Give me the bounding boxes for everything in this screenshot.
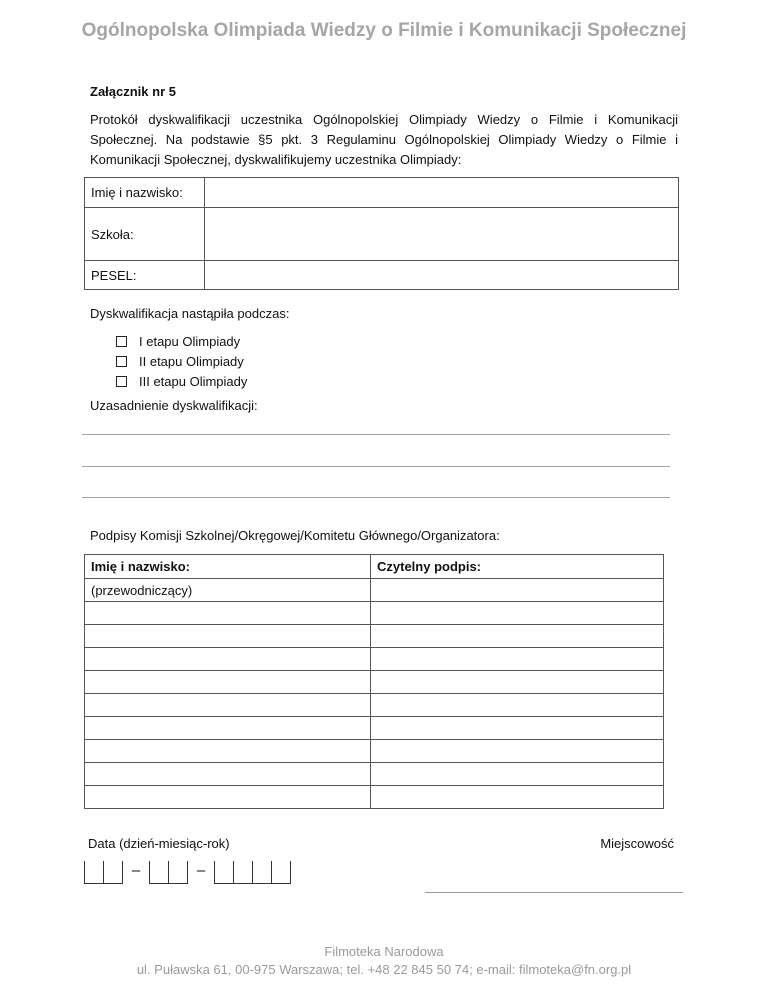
year-digit-box[interactable]: [233, 861, 252, 884]
student-name-row: [85, 178, 679, 208]
day-digit-box[interactable]: [103, 861, 123, 884]
signature-cell[interactable]: [371, 602, 664, 625]
reason-line[interactable]: [82, 497, 670, 498]
name-cell[interactable]: [85, 717, 371, 740]
disqualification-label: Dyskwalifikacja nastąpiła podczas:: [90, 306, 290, 321]
stage-option-label: III etapu Olimpiady: [139, 373, 248, 389]
table-row: [85, 763, 664, 786]
name-cell[interactable]: [85, 625, 371, 648]
signature-cell[interactable]: [371, 694, 664, 717]
name-cell[interactable]: [85, 602, 371, 625]
signature-cell[interactable]: [371, 763, 664, 786]
month-digit-box[interactable]: [149, 861, 168, 884]
table-row: [85, 717, 664, 740]
year-digit-box[interactable]: [252, 861, 271, 884]
table-row: [85, 579, 664, 602]
name-cell[interactable]: [85, 740, 371, 763]
footer-contact: ul. Puławska 61, 00-975 Warszawa; tel. +48 22 845 50 74; e-mail: filmoteka@fn.org.pl: [136, 962, 632, 977]
place-label: Miejscowość: [600, 836, 674, 851]
signatures-label: Podpisy Komisji Szkolnej/Okręgowej/Komitetu Głównego/Organizatora:: [90, 528, 500, 543]
student-table: [84, 177, 679, 290]
chairperson-name-cell[interactable]: (przewodniczący): [85, 579, 371, 602]
name-cell[interactable]: [85, 671, 371, 694]
reason-line[interactable]: [82, 466, 670, 467]
stage-option[interactable]: [116, 331, 247, 351]
signature-cell[interactable]: [371, 625, 664, 648]
footer-org: Filmoteka Narodowa: [324, 944, 444, 959]
name-cell[interactable]: [85, 648, 371, 671]
stage-option-label: II etapu Olimpiady: [139, 353, 244, 369]
col-name-header: Imię i nazwisko:: [85, 555, 371, 579]
date-separator: –: [131, 862, 141, 879]
student-school-label: Szkoła:: [85, 208, 205, 261]
stage-option-label: I etapu Olimpiady: [139, 333, 241, 349]
reason-label: Uzasadnienie dyskwalifikacji:: [90, 398, 258, 413]
student-name-field[interactable]: [205, 178, 679, 208]
stage-option[interactable]: [116, 371, 247, 391]
signatures-table: [84, 554, 664, 809]
signature-cell[interactable]: [371, 717, 664, 740]
student-pesel-label: PESEL:: [85, 261, 205, 290]
student-name-label: Imię i nazwisko:: [85, 178, 205, 208]
table-row: [85, 694, 664, 717]
table-row: [85, 602, 664, 625]
table-row: [85, 786, 664, 809]
month-digit-box[interactable]: [168, 861, 188, 884]
signature-cell[interactable]: [371, 786, 664, 809]
date-input-boxes[interactable]: [84, 858, 291, 884]
name-cell[interactable]: [85, 786, 371, 809]
signature-cell[interactable]: [371, 648, 664, 671]
name-cell[interactable]: [85, 694, 371, 717]
date-label: Data (dzień-miesiąc-rok): [88, 836, 230, 851]
annex-label: Załącznik nr 5: [90, 84, 176, 99]
page-header-title: Ogólnopolska Olimpiada Wiedzy o Filmie i Komunikacji Społecznej: [81, 20, 687, 41]
checkbox-icon[interactable]: [116, 336, 127, 347]
table-row: [85, 625, 664, 648]
signature-cell[interactable]: [371, 579, 664, 602]
table-row: [85, 648, 664, 671]
table-row: [85, 671, 664, 694]
year-digit-box[interactable]: [271, 861, 291, 884]
student-school-row: [85, 208, 679, 261]
place-line[interactable]: [425, 892, 683, 893]
signature-cell[interactable]: [371, 671, 664, 694]
date-separator: –: [196, 862, 206, 879]
reason-line[interactable]: [82, 434, 670, 435]
student-school-field[interactable]: [205, 208, 679, 261]
checkbox-icon[interactable]: [116, 356, 127, 367]
intro-paragraph: Protokół dyskwalifikacji uczestnika Ogólnopolskiej Olimpiady Wiedzy o Filmie i Komunikacji Społecznej. Na podstawie §5 pkt. 3 Regulaminu Ogólnopolskiej Olimpiady Wiedzy o Filmie i Komunikacji Społecznej, dyskwalifikujemy uczestnika Olimpiady:: [90, 112, 678, 167]
signature-cell[interactable]: [371, 740, 664, 763]
table-row: [85, 740, 664, 763]
checkbox-icon[interactable]: [116, 376, 127, 387]
stage-checklist: [116, 331, 247, 391]
day-digit-box[interactable]: [84, 861, 103, 884]
name-cell[interactable]: [85, 763, 371, 786]
signatures-header-row: [85, 555, 664, 579]
year-digit-box[interactable]: [214, 861, 233, 884]
student-pesel-field[interactable]: [205, 261, 679, 290]
col-signature-header: Czytelny podpis:: [371, 555, 664, 579]
student-pesel-row: [85, 261, 679, 290]
stage-option[interactable]: [116, 351, 247, 371]
